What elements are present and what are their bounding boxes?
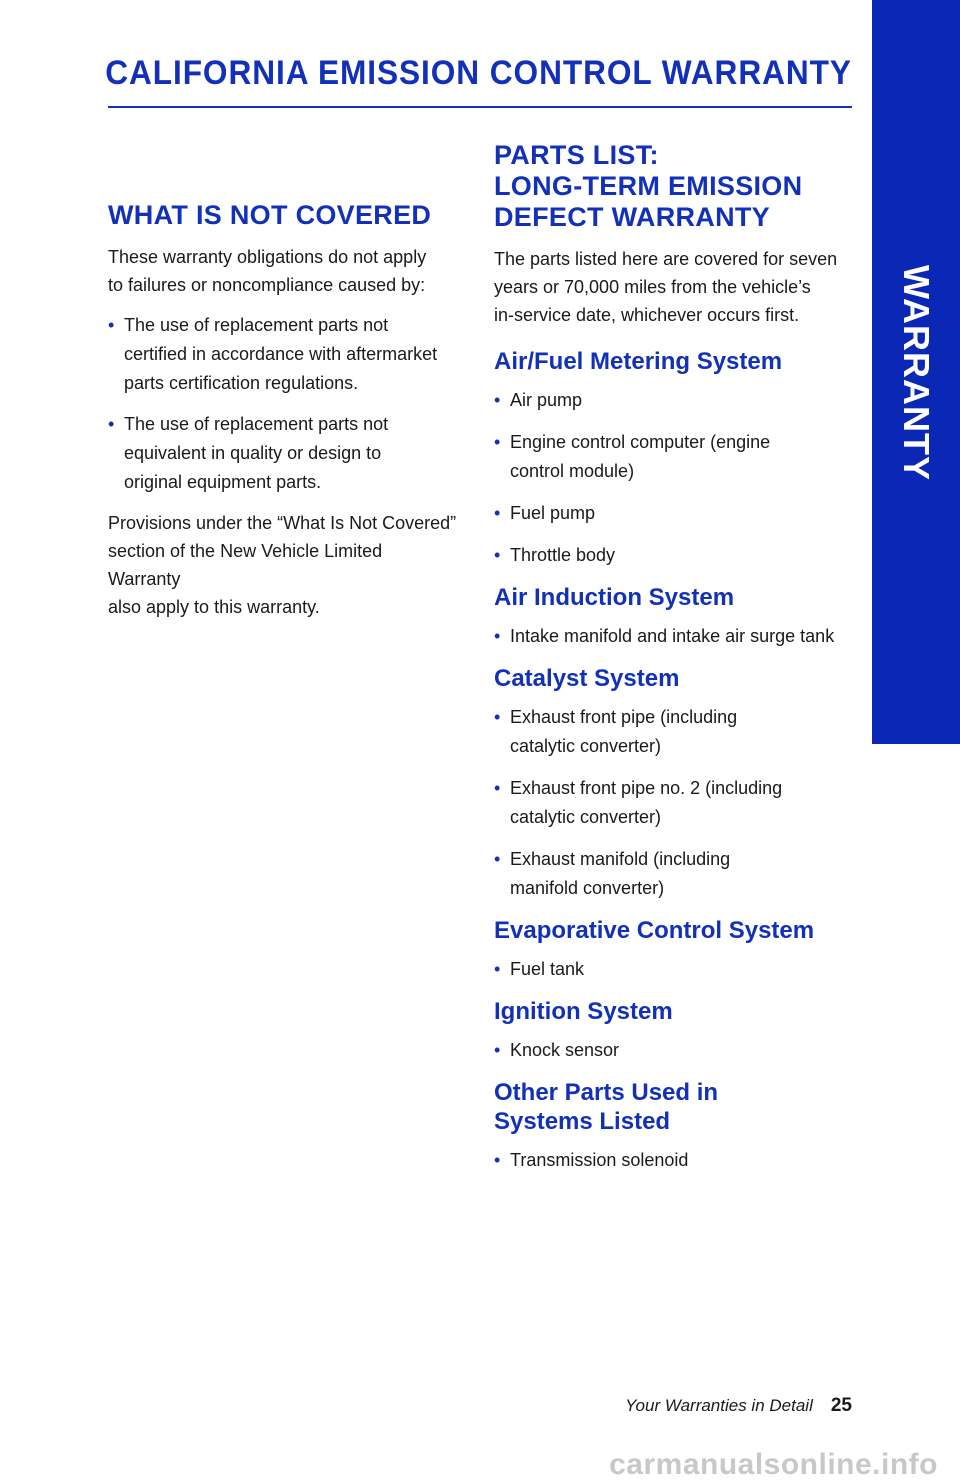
not-covered-heading: WHAT IS NOT COVERED bbox=[108, 200, 432, 230]
system-title: Ignition System bbox=[494, 998, 673, 1025]
parts-list-intro: The parts listed here are covered for seven years or 70,000 miles from the vehicle’s in-service date, whichever occurs first. bbox=[494, 249, 838, 325]
left-column bbox=[108, 200, 458, 621]
system-parts-list bbox=[494, 1036, 844, 1065]
page-title: CALIFORNIA EMISSION CONTROL WARRANTY bbox=[105, 54, 852, 92]
list-item: • Fuel tank bbox=[494, 955, 844, 984]
list-item: • Knock sensor bbox=[494, 1036, 844, 1065]
list-item: • Air pump bbox=[494, 386, 844, 415]
system-parts-list bbox=[494, 386, 844, 570]
side-tab-label bbox=[872, 264, 960, 481]
page-footer bbox=[625, 1395, 852, 1417]
list-item: • Engine control computer (engine control module) bbox=[494, 428, 844, 486]
system-title: Other Parts Used in Systems Listed bbox=[494, 1079, 719, 1135]
not-covered-intro bbox=[108, 243, 458, 299]
system-title: Air/Fuel Metering System bbox=[494, 348, 783, 375]
parts-list-heading: PARTS LIST: LONG-TERM EMISSION DEFECT WARRANTY bbox=[494, 140, 803, 232]
title-rule bbox=[108, 106, 852, 108]
watermark bbox=[0, 1446, 960, 1484]
list-item: • Fuel pump bbox=[494, 499, 844, 528]
watermark-text: carmanualsonline.info bbox=[609, 1448, 938, 1481]
system-title: Catalyst System bbox=[494, 665, 680, 692]
list-item: • The use of replacement parts not certified in accordance with aftermarket parts certification regulations. bbox=[108, 311, 458, 398]
system-parts-list bbox=[494, 955, 844, 984]
side-tab-text: WARRANTY bbox=[896, 264, 938, 481]
not-covered-closing: Provisions under the “What Is Not Covered” section of the New Vehicle Limited Warranty also apply to this warranty. bbox=[108, 513, 457, 617]
list-item: • Exhaust front pipe no. 2 (including catalytic converter) bbox=[494, 774, 844, 832]
list-item: • Exhaust manifold (including manifold converter) bbox=[494, 845, 844, 903]
list-item: • The use of replacement parts not equivalent in quality or design to original equipment parts. bbox=[108, 410, 458, 497]
not-covered-list bbox=[108, 311, 458, 497]
intro-line: to failures or noncompliance caused by: bbox=[108, 275, 426, 295]
list-item: • Transmission solenoid bbox=[494, 1146, 844, 1175]
system-parts-list bbox=[494, 1146, 844, 1175]
footer-label: Your Warranties in Detail bbox=[625, 1396, 813, 1415]
page-number: 25 bbox=[830, 1395, 852, 1416]
system-title: Air Induction System bbox=[494, 584, 735, 611]
intro-line: These warranty obligations do not apply bbox=[108, 247, 427, 267]
system-parts-list bbox=[494, 703, 844, 903]
list-item: • Exhaust front pipe (including catalytic converter) bbox=[494, 703, 844, 761]
list-item: • Intake manifold and intake air surge tank bbox=[494, 622, 844, 651]
right-column bbox=[494, 140, 844, 1175]
system-parts-list bbox=[494, 622, 844, 651]
system-title: Evaporative Control System bbox=[494, 917, 815, 944]
list-item: • Throttle body bbox=[494, 541, 844, 570]
